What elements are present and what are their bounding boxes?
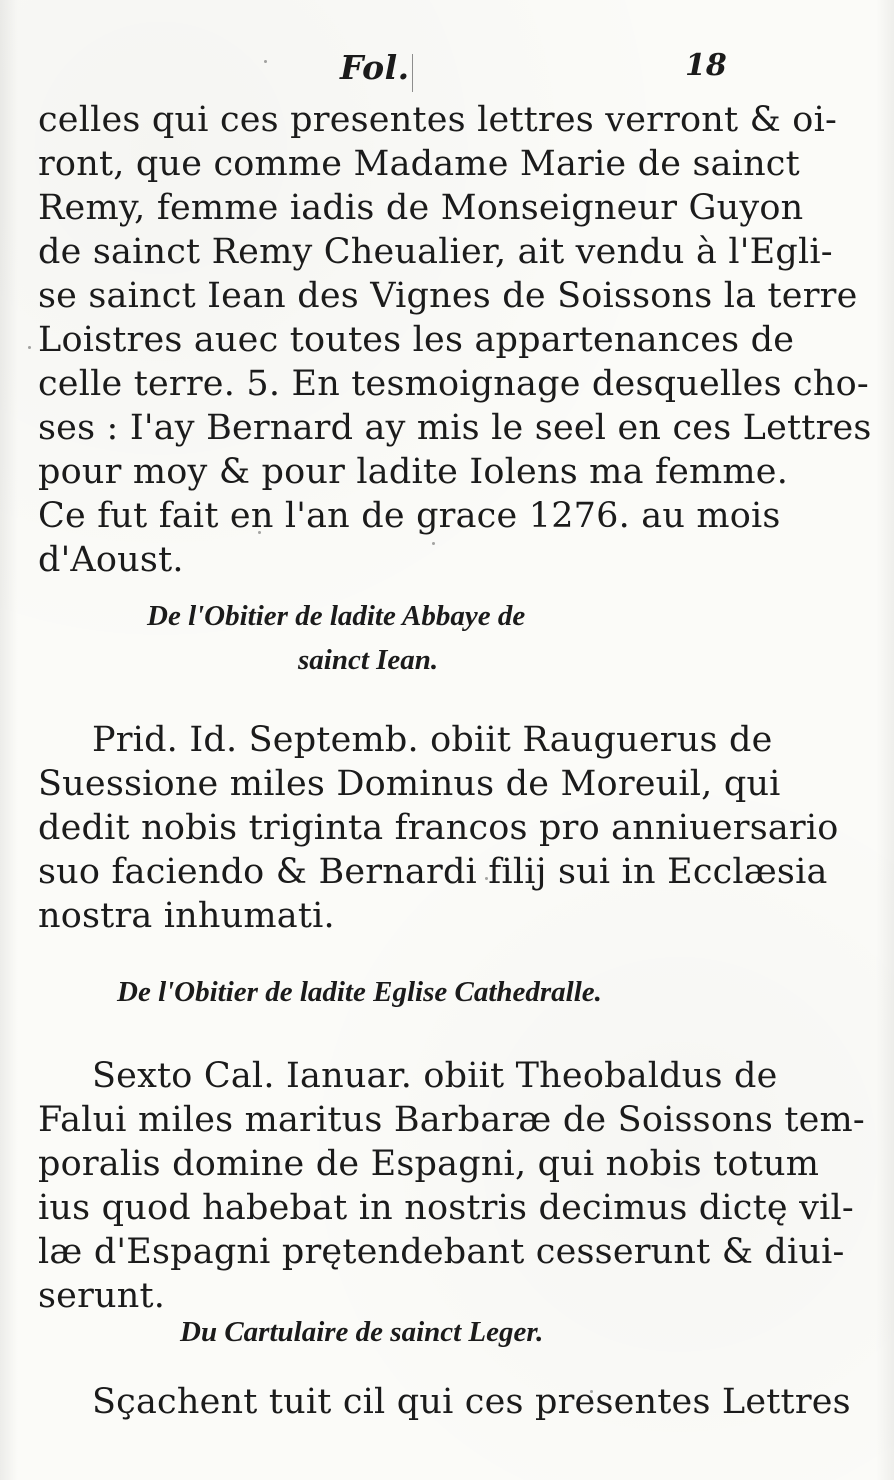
- text-line: celle terre. 5. En tesmoignage desquelles cho-: [38, 364, 869, 404]
- left-page-edge: [0, 0, 18, 1480]
- text-line: se sainct Iean des Vignes de Soissons la terre: [38, 276, 858, 316]
- ink-speck: [485, 877, 488, 880]
- text-line: ront, que comme Madame Marie de sainct: [38, 144, 800, 184]
- ink-speck: [590, 1390, 593, 1393]
- text-line: dedit nobis triginta francos pro anniuersario: [38, 808, 839, 848]
- text-line: serunt.: [38, 1276, 166, 1316]
- ink-speck: [264, 60, 267, 63]
- text-line: ses : I'ay Bernard ay mis le seel en ces Lettres: [38, 408, 872, 448]
- text-line: Suessione miles Dominus de Moreuil, qui: [38, 764, 781, 804]
- header-divider-mark: [412, 54, 413, 92]
- text-line: Ce fut fait en l'an de grace 1276. au mois: [38, 496, 781, 536]
- section-heading-line: De l'Obitier de ladite Eglise Cathedralle.: [117, 976, 602, 1008]
- text-line: ius quod habebat in nostris decimus dictę vil-: [38, 1188, 854, 1228]
- section-heading-line: De l'Obitier de ladite Abbaye de: [147, 600, 526, 632]
- text-line: Remy, femme iadis de Monseigneur Guyon: [38, 188, 804, 228]
- text-line: Prid. Id. Septemb. obiit Rauguerus de: [92, 720, 773, 760]
- text-line: Sexto Cal. Ianuar. obiit Theobaldus de: [92, 1056, 778, 1096]
- section-heading-line: Du Cartulaire de sainct Leger.: [180, 1316, 544, 1348]
- text-line: læ d'Espagni prętendebant cesserunt & diui-: [38, 1232, 845, 1272]
- text-line: pour moy & pour ladite Iolens ma femme.: [38, 452, 789, 492]
- folio-label: Fol.: [340, 48, 410, 87]
- text-line: poralis domine de Espagni, qui nobis totum: [38, 1144, 820, 1184]
- text-line: d'Aoust.: [38, 540, 184, 580]
- text-line: de sainct Remy Cheualier, ait vendu à l'Egli-: [38, 232, 833, 272]
- ink-speck: [432, 542, 435, 545]
- text-line: nostra inhumati.: [38, 896, 335, 936]
- ink-speck: [28, 346, 31, 349]
- right-page-edge: [876, 0, 894, 1480]
- text-line: celles qui ces presentes lettres verront & oi-: [38, 100, 837, 140]
- text-line: suo faciendo & Bernardi filij sui in Ecclæsia: [38, 852, 828, 892]
- section-heading-line: sainct Iean.: [298, 644, 439, 676]
- page-number: 18: [685, 48, 727, 83]
- text-line: Loistres auec toutes les appartenances de: [38, 320, 795, 360]
- ink-speck: [258, 531, 261, 534]
- text-line: Sçachent tuit cil qui ces presentes Lettres: [92, 1382, 851, 1422]
- text-line: Falui miles maritus Barbaræ de Soissons tem-: [38, 1100, 865, 1140]
